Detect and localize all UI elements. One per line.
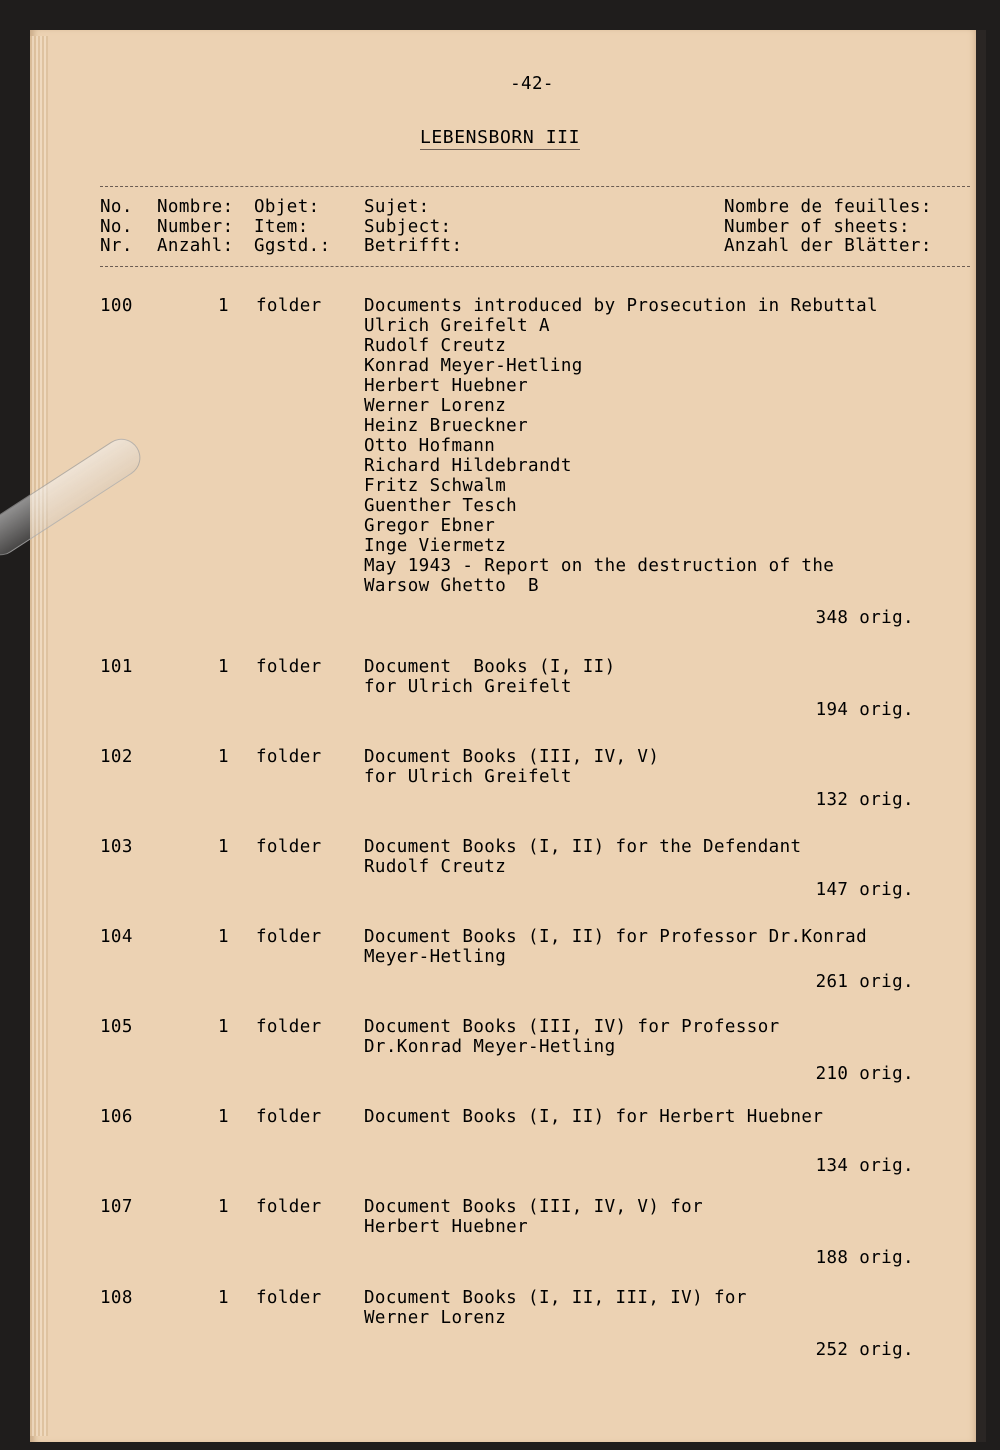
entry-sheets: 261 orig. bbox=[815, 972, 914, 992]
entry-subject-line: Gregor Ebner bbox=[364, 516, 496, 536]
document-title-text: LEBENSBORN III bbox=[419, 127, 581, 148]
header-sheets-de: Anzahl der Blätter: bbox=[724, 236, 932, 256]
entry-subject-line: Ulrich Greifelt A bbox=[364, 316, 550, 336]
entry-number: 103 bbox=[100, 837, 133, 857]
page-number: -42- bbox=[510, 74, 554, 94]
entry-subject-line: Warsow Ghetto B bbox=[364, 576, 539, 596]
entry-count: 1 bbox=[218, 296, 229, 316]
entry-number: 106 bbox=[100, 1107, 133, 1127]
entry-subject-line: Fritz Schwalm bbox=[364, 476, 507, 496]
page-stack-edge bbox=[30, 36, 48, 1436]
entry-subject-line: Rudolf Creutz bbox=[364, 336, 507, 356]
entry-item: folder bbox=[256, 927, 322, 947]
entry-item: folder bbox=[256, 1017, 322, 1037]
entry-number: 108 bbox=[100, 1288, 133, 1308]
entry-sheets: 132 orig. bbox=[815, 790, 914, 810]
entry-sheets: 194 orig. bbox=[815, 700, 914, 720]
entry-number: 105 bbox=[100, 1017, 133, 1037]
header-count-en: Number: bbox=[157, 217, 234, 237]
header-item-fr: Objet: bbox=[254, 197, 320, 217]
header-no-fr: No. bbox=[100, 197, 133, 217]
entry-subject-line: Document Books (I, II) bbox=[364, 657, 616, 677]
header-sheets-fr: Nombre de feuilles: bbox=[724, 197, 932, 217]
entry-sheets: 188 orig. bbox=[815, 1248, 914, 1268]
entry-subject-line: Richard Hildebrandt bbox=[364, 456, 572, 476]
entry-subject-line: Document Books (I, II) for the Defendant bbox=[364, 837, 802, 857]
entry-count: 1 bbox=[218, 1288, 229, 1308]
header-subject-de: Betrifft: bbox=[364, 236, 463, 256]
header-no-de: Nr. bbox=[100, 236, 133, 256]
entry-item: folder bbox=[256, 837, 322, 857]
entry-subject-line: Document Books (I, II) for Herbert Huebner bbox=[364, 1107, 824, 1127]
entry-number: 101 bbox=[100, 657, 133, 677]
entry-subject-line: Documents introduced by Prosecution in Rebuttal bbox=[364, 296, 878, 316]
entry-subject-line: for Ulrich Greifelt bbox=[364, 677, 572, 697]
entry-number: 107 bbox=[100, 1197, 133, 1217]
header-count-fr: Nombre: bbox=[157, 197, 234, 217]
header-no-en: No. bbox=[100, 217, 133, 237]
entry-count: 1 bbox=[218, 927, 229, 947]
entry-item: folder bbox=[256, 1107, 322, 1127]
entry-count: 1 bbox=[218, 837, 229, 857]
entry-subject-line: Heinz Brueckner bbox=[364, 416, 529, 436]
header-top-rule bbox=[100, 186, 970, 187]
entry-item: folder bbox=[256, 1288, 322, 1308]
entry-count: 1 bbox=[218, 1017, 229, 1037]
entry-subject-line: Meyer-Hetling bbox=[364, 947, 507, 967]
entry-subject-line: for Ulrich Greifelt bbox=[364, 767, 572, 787]
entry-subject-line: Dr.Konrad Meyer-Hetling bbox=[364, 1037, 616, 1057]
entry-item: folder bbox=[256, 747, 322, 767]
entry-subject-line: Inge Viermetz bbox=[364, 536, 507, 556]
entry-subject-line: Konrad Meyer-Hetling bbox=[364, 356, 583, 376]
entry-subject-line: Herbert Huebner bbox=[364, 1217, 529, 1237]
entry-subject-line: May 1943 - Report on the destruction of the bbox=[364, 556, 835, 576]
entry-subject-line: Otto Hofmann bbox=[364, 436, 496, 456]
entry-subject-line: Document Books (I, II, III, IV) for bbox=[364, 1288, 747, 1308]
entry-subject-line: Document Books (III, IV, V) bbox=[364, 747, 660, 767]
entry-subject-line: Werner Lorenz bbox=[364, 396, 507, 416]
entry-count: 1 bbox=[218, 1107, 229, 1127]
entry-number: 102 bbox=[100, 747, 133, 767]
header-count-de: Anzahl: bbox=[157, 236, 234, 256]
entry-item: folder bbox=[256, 296, 322, 316]
header-bottom-rule bbox=[100, 266, 970, 267]
entry-count: 1 bbox=[218, 657, 229, 677]
entry-count: 1 bbox=[218, 747, 229, 767]
header-subject-en: Subject: bbox=[364, 217, 452, 237]
binding-shadow bbox=[976, 30, 986, 1442]
entry-count: 1 bbox=[218, 1197, 229, 1217]
entry-number: 104 bbox=[100, 927, 133, 947]
entry-subject-line: Document Books (III, IV) for Professor bbox=[364, 1017, 780, 1037]
entry-sheets: 134 orig. bbox=[815, 1156, 914, 1176]
entry-subject-line: Document Books (III, IV, V) for bbox=[364, 1197, 704, 1217]
entry-sheets: 252 orig. bbox=[815, 1340, 914, 1360]
entry-subject-line: Herbert Huebner bbox=[364, 376, 529, 396]
entry-item: folder bbox=[256, 1197, 322, 1217]
entry-sheets: 147 orig. bbox=[815, 880, 914, 900]
header-item-de: Ggstd.: bbox=[254, 236, 331, 256]
entry-subject-line: Guenther Tesch bbox=[364, 496, 518, 516]
entry-subject-line: Document Books (I, II) for Professor Dr.Konrad bbox=[364, 927, 868, 947]
entry-sheets: 348 orig. bbox=[815, 608, 914, 628]
entry-sheets: 210 orig. bbox=[815, 1064, 914, 1084]
document-title bbox=[0, 127, 1000, 148]
entry-subject-line: Werner Lorenz bbox=[364, 1308, 507, 1328]
header-sheets-en: Number of sheets: bbox=[724, 217, 910, 237]
header-item-en: Item: bbox=[254, 217, 309, 237]
entry-number: 100 bbox=[100, 296, 133, 316]
entry-item: folder bbox=[256, 657, 322, 677]
entry-subject-line: Rudolf Creutz bbox=[364, 857, 507, 877]
header-subject-fr: Sujet: bbox=[364, 197, 430, 217]
